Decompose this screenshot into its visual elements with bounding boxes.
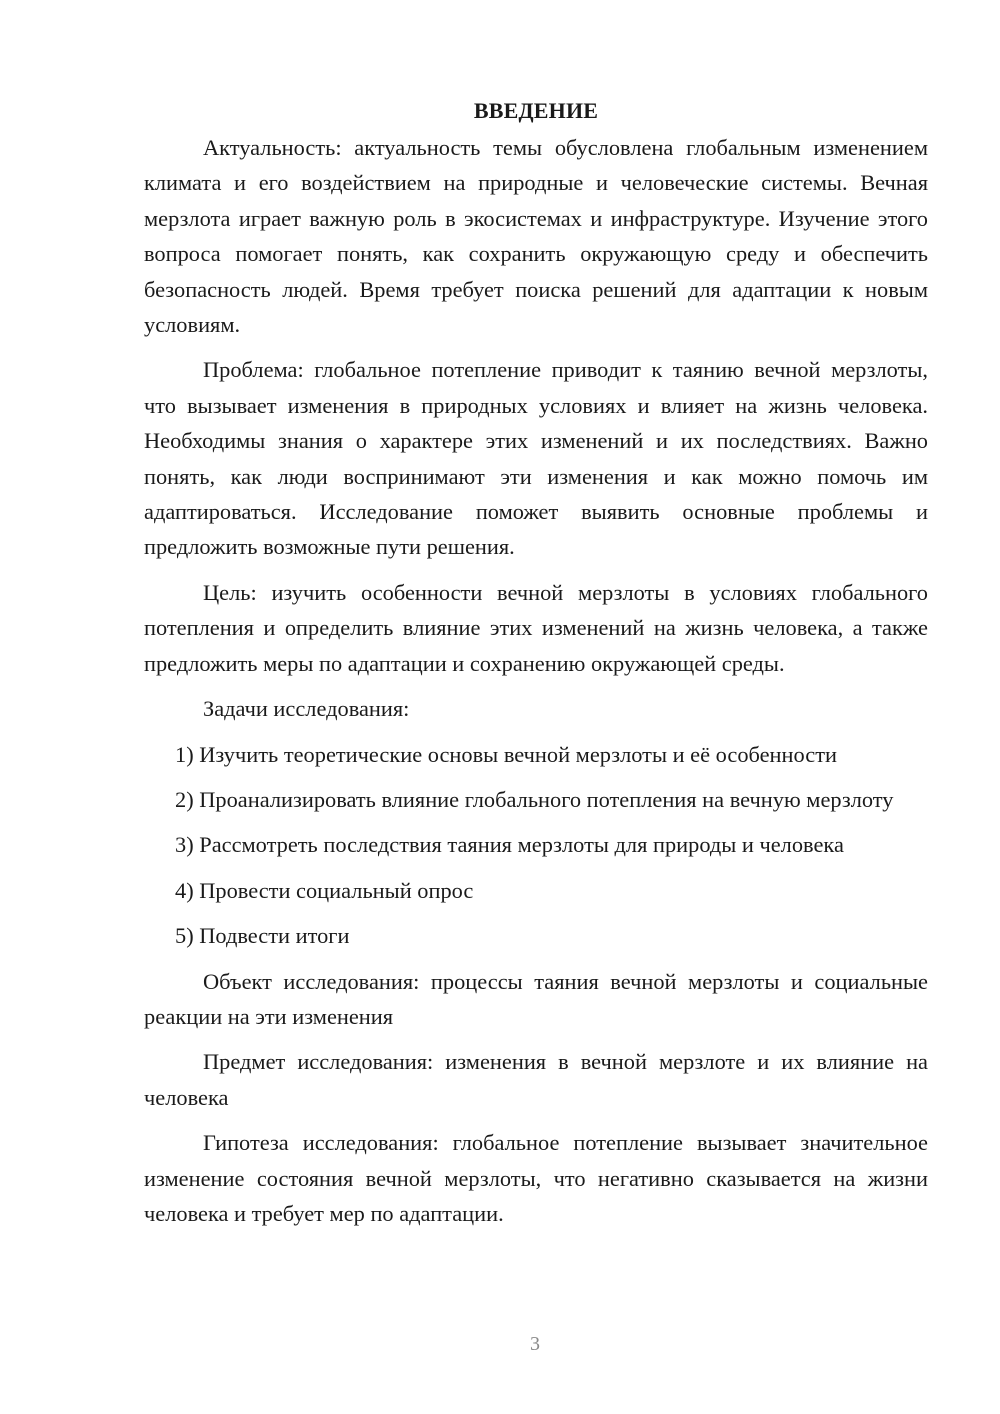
paragraph-goal: Цель: изучить особенности вечной мерзлоты в условиях глобального потепления и определить влияние этих изменений на жизнь человека, а также предложить меры по адаптации и сохранению окружающей среды. xyxy=(144,579,928,676)
paragraph-hypothesis: Гипотеза исследования: глобальное потепление вызывает значительное изменение состояния вечной мерзлоты, что негативно сказывается на жизни человека и требует мер по адаптации. xyxy=(144,1130,928,1226)
task-item-1: 1) Изучить теоретические основы вечной мерзлоты и её особенности xyxy=(175,741,837,767)
document-page xyxy=(144,92,928,1241)
paragraph-subject: Предмет исследования: изменения в вечной мерзлоте и их влияние на человека xyxy=(144,1049,928,1110)
task-item-4: 4) Провести социальный опрос xyxy=(175,877,474,903)
paragraph-relevance: Актуальность: актуальность темы обусловлена глобальным изменением климата и его воздействием на природные и человеческие системы. Вечная мерзлота играет важную роль в экосистемах и инфраструктуре. Изучение этого вопроса помогает понять, как сохранить окружающую среду и обеспечить безопасность людей. Время требует поиска решений для адаптации к новым условиям. xyxy=(144,135,928,338)
paragraph-object: Объект исследования: процессы таяния вечной мерзлоты и социальные реакции на эти изменения xyxy=(144,968,928,1029)
page-number: 3 xyxy=(530,1333,540,1355)
tasks-heading: Задачи исследования: xyxy=(203,696,410,722)
task-item-5: 5) Подвести итоги xyxy=(175,923,350,949)
task-item-3: 3) Рассмотреть последствия таяния мерзлоты для природы и человека xyxy=(175,832,844,858)
task-item-2: 2) Проанализировать влияние глобального потепления на вечную мерзлоту xyxy=(175,786,894,812)
paragraph-problem: Проблема: глобальное потепление приводит к таянию вечной мерзлоты, что вызывает изменения в природных условиях и влияет на жизнь человека. Необходимы знания о характере этих изменений и их последствиях. Важно понять, как люди воспринимают эти изменения и как можно помочь им адаптироваться. Исследование поможет выявить основные проблемы и предложить возможные пути решения. xyxy=(144,357,928,560)
section-title: ВВЕДЕНИЕ xyxy=(473,98,599,123)
